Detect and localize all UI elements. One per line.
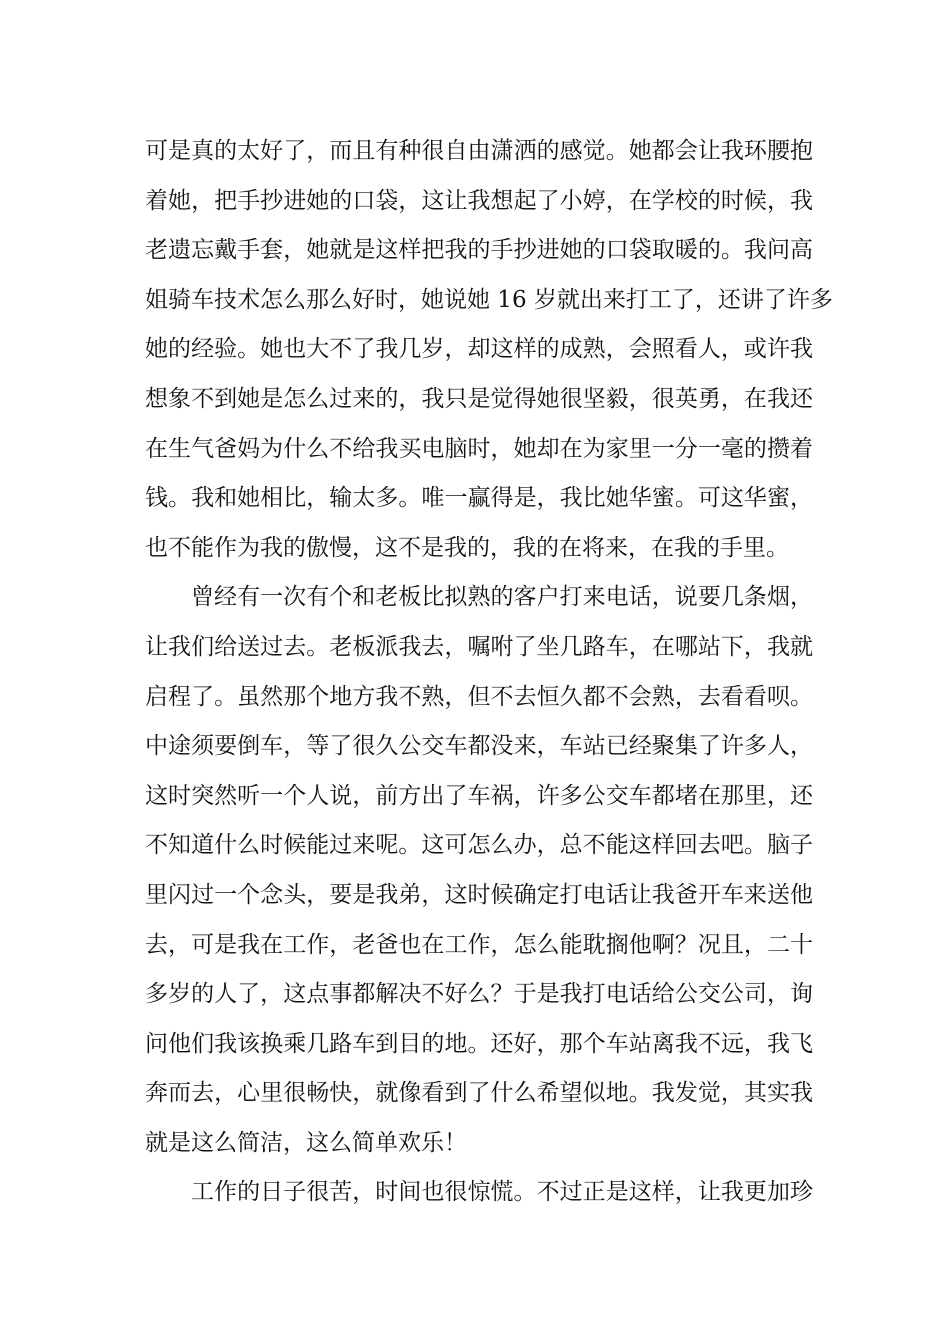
text-line: 着她，把手抄进她的口袋，这让我想起了小婷，在学校的时候，我	[145, 187, 813, 214]
text-line: 钱。我和她相比，输太多。唯一赢得是，我比她华蜜。可这华蜜，	[145, 485, 813, 512]
text-line: 里闪过一个念头，要是我弟，这时候确定打电话让我爸开车来送他	[145, 881, 813, 908]
text-line: 这时突然听一个人说，前方出了车祸，许多公交车都堵在那里，还	[145, 782, 813, 809]
text-line: 想象不到她是怎么过来的，我只是觉得她很坚毅，很英勇，在我还	[145, 385, 813, 412]
text-line: 可是真的太好了，而且有种很自由潇洒的感觉。她都会让我环腰抱	[145, 138, 813, 164]
text-line: 也不能作为我的傲慢，这不是我的，我的在将来，在我的手里。	[145, 534, 789, 561]
text-line: 她的经验。她也大不了我几岁，却这样的成熟，会照看人，或许我	[145, 336, 813, 363]
text-line: 工作的日子很苦，时间也很惊慌。不过正是这样，让我更加珍	[191, 1179, 813, 1206]
text-line: 不知道什么时候能过来呢。这可怎么办，总不能这样回去吧。脑子	[145, 832, 813, 859]
text-line: 老遗忘戴手套，她就是这样把我的手抄进她的口袋取暖的。我问高	[145, 237, 813, 264]
text-line: 多岁的人了，这点事都解决不好么？于是我打电话给公交公司，询	[145, 981, 813, 1008]
text-line: 问他们我该换乘几路车到目的地。还好，那个车站离我不远，我飞	[145, 1030, 813, 1057]
text-line: 启程了。虽然那个地方我不熟，但不去恒久都不会熟，去看看呗。	[145, 683, 813, 710]
text-line: 姐骑车技术怎么那么好时，她说她 16 岁就出来打工了，还讲了许多	[145, 286, 833, 313]
text-line: 曾经有一次有个和老板比拟熟的客户打来电话，说要几条烟，	[191, 584, 813, 611]
text-line: 就是这么简洁，这么简单欢乐！	[145, 1129, 467, 1156]
text-line: 去，可是我在工作，老爸也在工作，怎么能耽搁他啊？况且，二十	[145, 931, 813, 958]
text-line: 中途须要倒车，等了很久公交车都没来，车站已经聚集了许多人，	[145, 733, 813, 760]
body-text	[145, 127, 833, 1218]
text-line: 奔而去，心里很畅快，就像看到了什么希望似地。我发觉，其实我	[145, 1080, 813, 1107]
text-line: 在生气爸妈为什么不给我买电脑时，她却在为家里一分一毫的攒着	[145, 435, 813, 462]
text-line: 让我们给送过去。老板派我去，嘱咐了坐几路车，在哪站下，我就	[145, 633, 813, 660]
